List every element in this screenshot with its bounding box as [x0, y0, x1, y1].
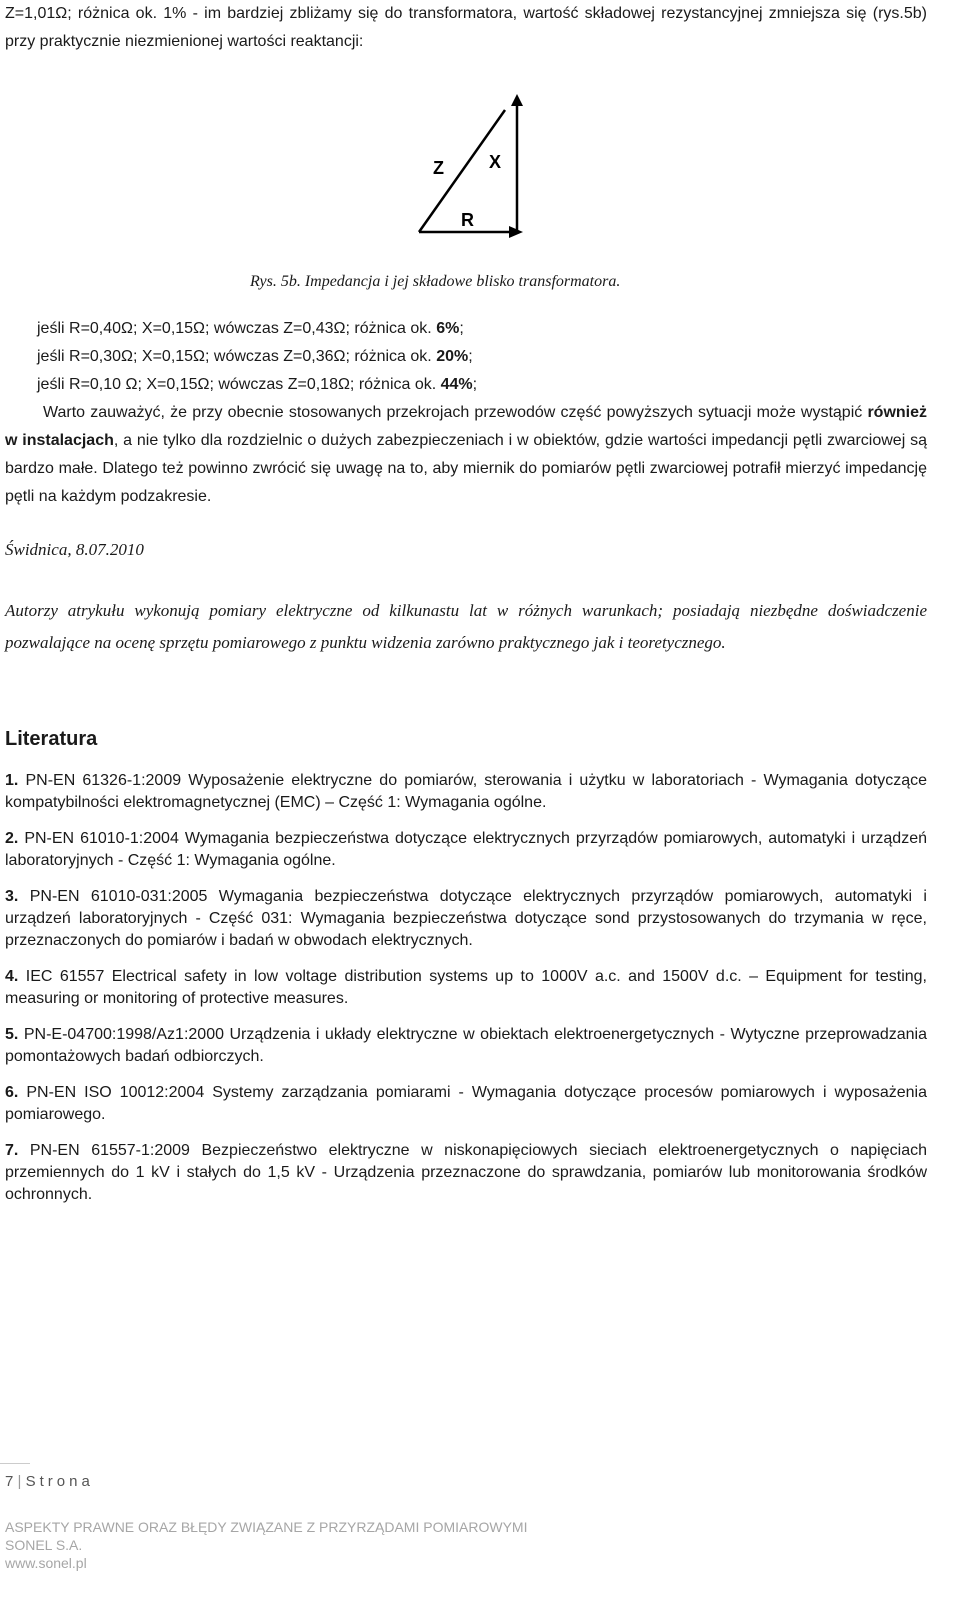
conclusion-text: , a nie tylko dla rozdzielnic o dużych zabezpieczeniach i w obiektów, gdzie wartości impedancji pętli zwarciowej są bardzo małe. Dlatego też powinno zwrócić się uwagę na to, aby miernik do pomiarów pętli zwarciowej potrafił mierzyć impedancję pętli na każdym podzakresie. — [5, 432, 927, 505]
literature-item-text: PN-EN 61326-1:2009 Wyposażenie elektryczne do pomiarów, sterowania i użytku w laboratoriach - Wymagania dotyczące kompatybilności elektromagnetycznej (EMC) – Część 1: Wymagania ogólne. — [5, 772, 927, 811]
page-number — [5, 1473, 94, 1490]
impedance-triangle-figure — [405, 90, 535, 240]
footer-title: ASPEKTY PRAWNE ORAZ BŁĘDY ZWIĄZANE Z PRZYRZĄDAMI POMIAROWYMI — [5, 1519, 528, 1535]
place-date: Świdnica, 8.07.2010 — [5, 540, 144, 559]
literature-item-number: 1. — [5, 772, 19, 789]
x-label: X — [489, 152, 502, 172]
literature-item — [5, 1024, 927, 1068]
z-label: Z — [433, 158, 444, 178]
page-number-separator: | — [17, 1473, 22, 1490]
calculation-line-3 — [37, 371, 917, 399]
literature-item — [5, 828, 927, 872]
calculation-line-1 — [37, 315, 917, 343]
literature-list — [5, 770, 927, 1220]
literature-item — [5, 770, 927, 814]
literature-item-text: PN-EN 61557-1:2009 Bezpieczeństwo elektryczne w niskonapięciowych sieciach elektroenergetycznych o napięciach przemiennych do 1 kV i stałych do 1,5 kV - Urządzenia przeznaczone do sprawdzania, pomiarów lub monitorowania środków ochronnych. — [5, 1142, 927, 1203]
conclusion-paragraph — [5, 399, 927, 511]
conclusion-text: Warto zauważyć, że przy obecnie stosowanych przekrojach przewodów część powyższych sytuacji może wystąpić — [43, 404, 868, 421]
page-number-value: 7 — [5, 1473, 14, 1490]
literature-item — [5, 886, 927, 952]
footer-company: SONEL S.A. — [5, 1537, 83, 1553]
literature-item-text: PN-EN ISO 10012:2004 Systemy zarządzania pomiarami - Wymagania dotyczące procesów pomiarowych i wyposażenia pomiarowego. — [5, 1084, 927, 1123]
x-arrowhead — [511, 94, 523, 106]
literature-item-number: 5. — [5, 1026, 19, 1043]
authors-note: Autorzy atrykułu wykonują pomiary elektryczne od kilkunastu lat w różnych warunkach; posiadają niezbędne doświadczenie pozwalające na ocenę sprzętu pomiarowego z punktu widzenia zarówno praktycznego jak i teoretycznego. — [5, 601, 927, 652]
impedance-triangle-diagram — [405, 90, 535, 240]
calculation-suffix: ; — [459, 320, 464, 337]
literature-item — [5, 966, 927, 1010]
literature-item-text: IEC 61557 Electrical safety in low voltage distribution systems up to 1000V a.c. and 1500V d.c. – Equipment for testing, measuring or monitoring of protective measures. — [5, 968, 927, 1007]
footer-website-link[interactable]: www.sonel.pl — [5, 1555, 87, 1571]
literature-item-number: 7. — [5, 1142, 19, 1159]
literature-item-number: 2. — [5, 830, 19, 847]
calculation-suffix: ; — [472, 376, 478, 393]
literature-item-number: 6. — [5, 1084, 19, 1101]
r-label: R — [461, 210, 474, 230]
figure-caption: Rys. 5b. Impedancja i jej składowe blisko transformatora. — [250, 273, 621, 290]
literature-item-number: 3. — [5, 888, 19, 905]
literature-item-text: PN-EN 61010-031:2005 Wymagania bezpieczeństwa dotyczące elektrycznych przyrządów pomiarowych, automatyki i urządzeń laboratoryjnych - Część 031: Wymagania bezpieczeństwa dotyczące sond przystosowanych do trzymania w ręce, przeznaczonych do pomiarów i badań w obwodach elektrycznych. — [5, 888, 927, 949]
intro-paragraph: Z=1,01Ω; różnica ok. 1% - im bardziej zbliżamy się do transformatora, wartość składowej rezystancyjnej zmniejsza się (rys.5b) przy praktycznie niezmienionej wartości reaktancji: — [5, 5, 927, 50]
literature-item-text: PN-E-04700:1998/Az1:2000 Urządzenia i układy elektryczne w obiektach elektroenergetycznych - Wytyczne przeprowadzania pomontażowych badań odbiorczych. — [5, 1026, 928, 1065]
literature-item — [5, 1082, 927, 1126]
literature-heading: Literatura — [5, 728, 98, 750]
calculation-value: 6% — [436, 320, 460, 337]
page-footer — [5, 1518, 527, 1572]
calculation-value: 44% — [440, 376, 473, 393]
calculation-value: 20% — [436, 348, 469, 365]
calculation-text: jeśli R=0,40Ω; X=0,15Ω; wówczas Z=0,43Ω; różnica ok. — [37, 320, 437, 337]
page-number-label: Strona — [25, 1473, 94, 1490]
literature-item — [5, 1140, 927, 1206]
conclusion-emphasis: również w instalacjach — [5, 404, 927, 449]
calculation-text: jeśli R=0,10 Ω; X=0,15Ω; wówczas Z=0,18Ω; różnica ok. — [37, 376, 441, 393]
footer-divider — [0, 1463, 30, 1464]
literature-item-text: PN-EN 61010-1:2004 Wymagania bezpieczeństwa dotyczące elektrycznych przyrządów pomiarowych, automatyki i urządzeń laboratoryjnych - Część 1: Wymagania ogólne. — [5, 830, 927, 869]
calculation-suffix: ; — [468, 348, 473, 365]
literature-item-number: 4. — [5, 968, 19, 985]
calculation-line-2 — [37, 343, 917, 371]
calculation-text: jeśli R=0,30Ω; X=0,15Ω; wówczas Z=0,36Ω; różnica ok. — [37, 348, 437, 365]
